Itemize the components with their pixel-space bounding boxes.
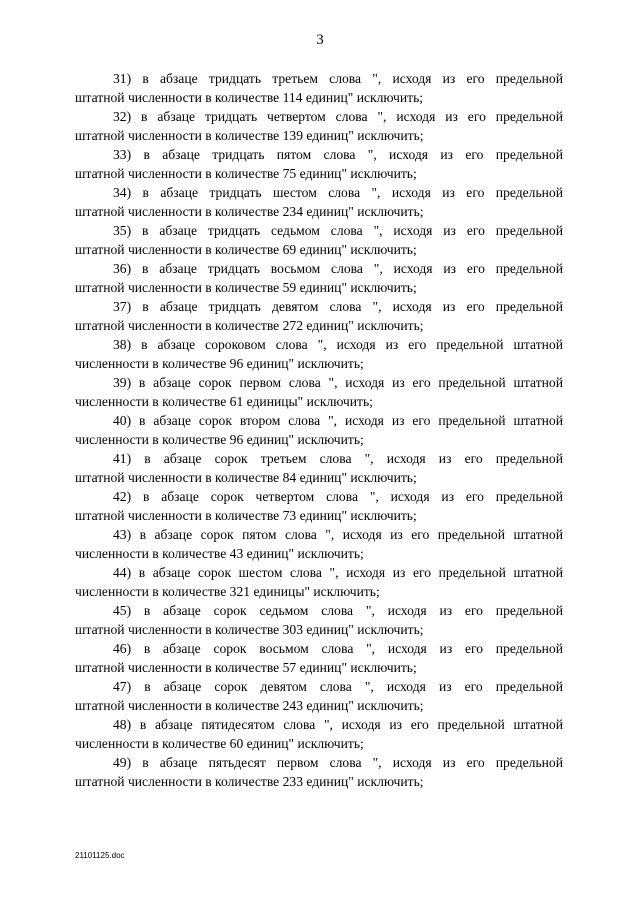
item-line-1: 38) в абзаце сороковом слова ", исходя из его предельной штатной — [113, 337, 563, 352]
item-line-2: штатной численности в количестве 303 единиц" исключить; — [75, 622, 424, 637]
item-line-2: штатной численности в количестве 57 единиц" исключить; — [75, 660, 417, 675]
item-line-1: 36) в абзаце тридцать восьмом слова ", исходя из его предельной — [113, 261, 563, 276]
list-item — [75, 563, 563, 601]
item-line-1: 31) в абзаце тридцать третьем слова ", исходя из его предельной — [113, 71, 563, 86]
list-item — [75, 373, 563, 411]
item-line-2: штатной численности в количестве 234 единиц" исключить; — [75, 204, 424, 219]
list-item — [75, 525, 563, 563]
item-line-1: 40) в абзаце сорок втором слова ", исходя из его предельной штатной — [113, 413, 563, 428]
list-item — [75, 221, 563, 259]
item-line-2: численности в количестве 43 единиц" исключить; — [75, 546, 364, 561]
item-line-2: численности в количестве 321 единицы" исключить; — [75, 584, 380, 599]
item-line-2: численности в количестве 60 единиц" исключить; — [75, 736, 364, 751]
list-item — [75, 449, 563, 487]
item-line-2: штатной численности в количестве 272 единиц" исключить; — [75, 318, 424, 333]
list-item — [75, 753, 563, 791]
item-line-1: 45) в абзаце сорок седьмом слова ", исходя из его предельной — [113, 603, 563, 618]
item-line-2: штатной численности в количестве 69 единиц" исключить; — [75, 242, 417, 257]
item-line-1: 42) в абзаце сорок четвертом слова ", исходя из его предельной — [113, 489, 563, 504]
item-line-1: 44) в абзаце сорок шестом слова ", исходя из его предельной штатной — [113, 565, 563, 580]
item-line-2: штатной численности в количестве 139 единиц" исключить; — [75, 128, 424, 143]
item-line-1: 43) в абзаце сорок пятом слова ", исходя из его предельной штатной — [113, 527, 563, 542]
list-item — [75, 487, 563, 525]
item-line-1: 48) в абзаце пятидесятом слова ", исходя из его предельной штатной — [113, 717, 563, 732]
item-line-2: штатной численности в количестве 243 единиц" исключить; — [75, 698, 424, 713]
list-item — [75, 335, 563, 373]
list-item — [75, 69, 563, 107]
item-line-2: численности в количестве 96 единиц" исключить; — [75, 432, 364, 447]
list-item — [75, 601, 563, 639]
item-line-1: 37) в абзаце тридцать девятом слова ", исходя из его предельной — [113, 299, 563, 314]
item-line-2: штатной численности в количестве 75 единиц" исключить; — [75, 166, 417, 181]
item-line-2: штатной численности в количестве 84 единиц" исключить; — [75, 470, 417, 485]
item-line-1: 33) в абзаце тридцать пятом слова ", исходя из его предельной — [113, 147, 563, 162]
item-line-2: штатной численности в количестве 59 единиц" исключить; — [75, 280, 417, 295]
item-line-2: численности в количестве 61 единицы" исключить; — [75, 394, 373, 409]
list-item — [75, 107, 563, 145]
list-item — [75, 297, 563, 335]
item-line-2: штатной численности в количестве 73 единиц" исключить; — [75, 508, 417, 523]
page-number: 3 — [316, 32, 324, 48]
list-item — [75, 715, 563, 753]
list-item — [75, 639, 563, 677]
list-item — [75, 145, 563, 183]
item-line-1: 32) в абзаце тридцать четвертом слова ", исходя из его предельной — [113, 109, 563, 124]
item-line-2: штатной численности в количестве 114 единиц" исключить; — [75, 90, 424, 105]
list-item — [75, 677, 563, 715]
document-body — [75, 69, 563, 791]
item-line-1: 35) в абзаце тридцать седьмом слова ", исходя из его предельной — [113, 223, 563, 238]
list-item — [75, 259, 563, 297]
item-line-1: 34) в абзаце тридцать шестом слова ", исходя из его предельной — [113, 185, 563, 200]
item-line-1: 47) в абзаце сорок девятом слова ", исходя из его предельной — [113, 679, 563, 694]
item-line-1: 49) в абзаце пятьдесят первом слова ", исходя из его предельной — [113, 755, 563, 770]
item-line-2: штатной численности в количестве 233 единиц" исключить; — [75, 774, 424, 789]
item-line-2: численности в количестве 96 единиц" исключить; — [75, 356, 364, 371]
item-line-1: 41) в абзаце сорок третьем слова ", исходя из его предельной — [113, 451, 563, 466]
item-line-1: 46) в абзаце сорок восьмом слова ", исходя из его предельной — [113, 641, 563, 656]
list-item — [75, 411, 563, 449]
footer-filename: 21101125.doc — [75, 851, 125, 860]
item-line-1: 39) в абзаце сорок первом слова ", исходя из его предельной штатной — [113, 375, 563, 390]
list-item — [75, 183, 563, 221]
